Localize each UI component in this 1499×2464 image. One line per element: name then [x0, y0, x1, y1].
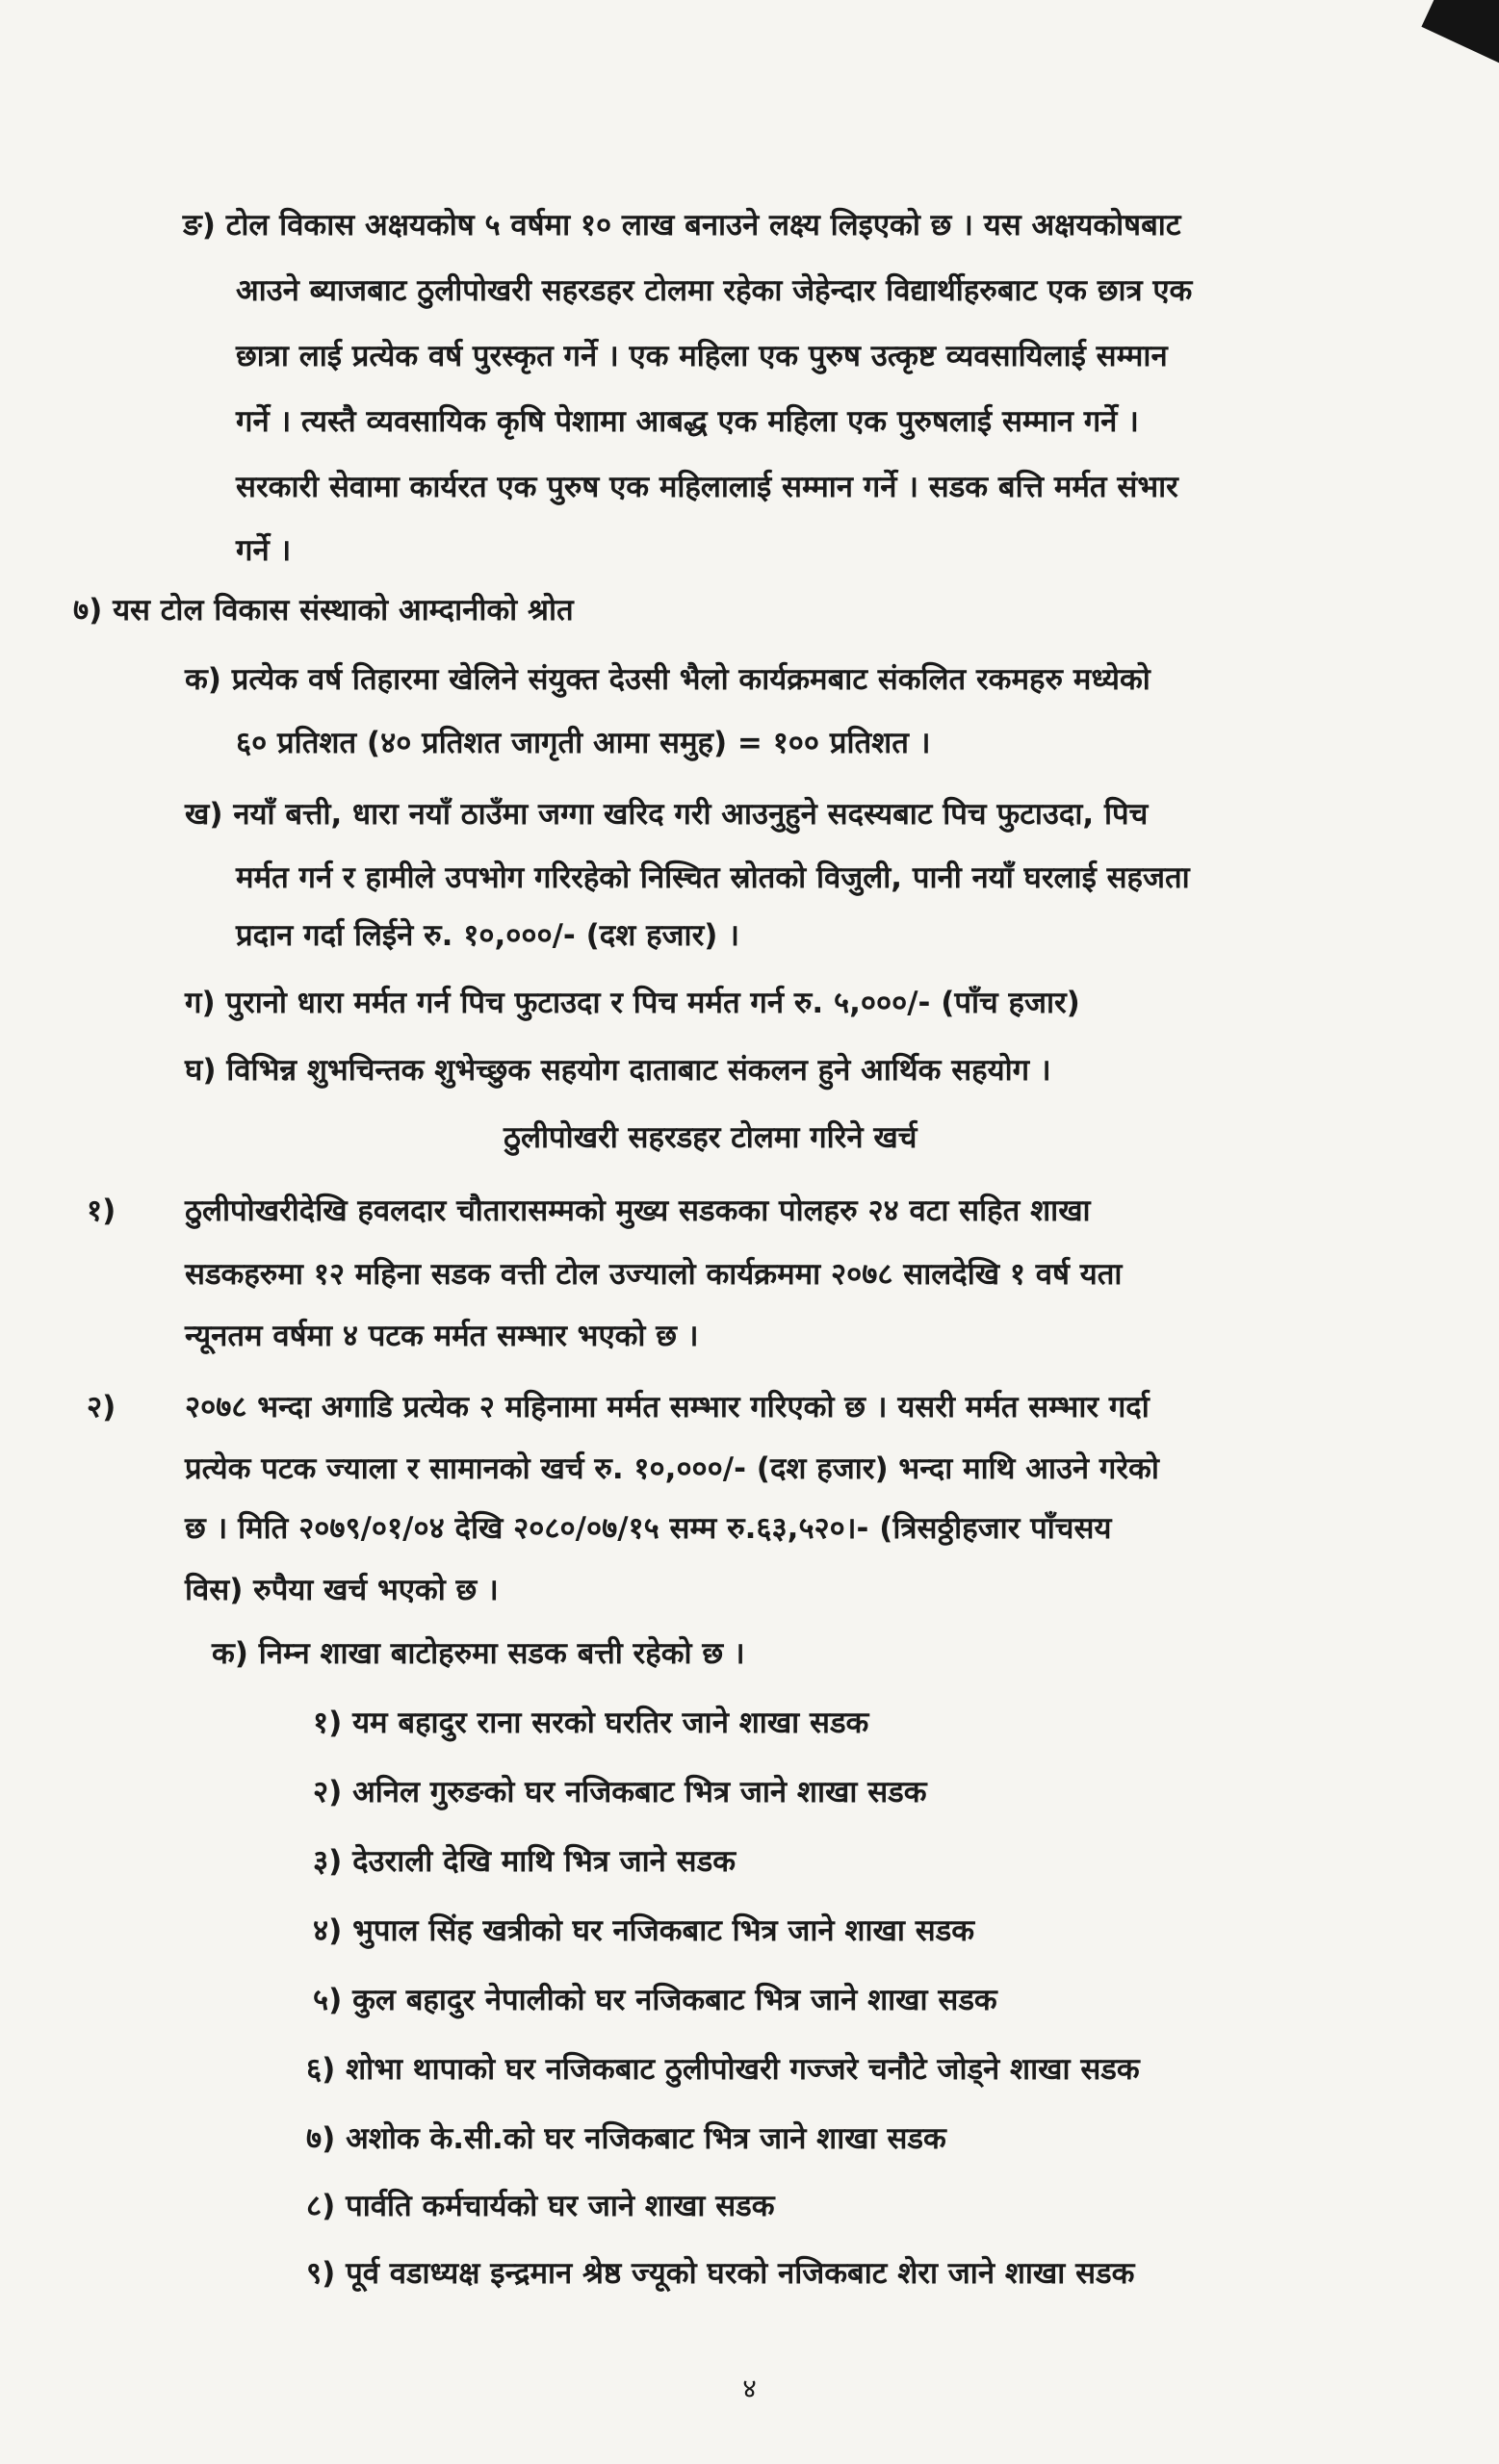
branch-road-7: ७) अशोक के.सी.को घर नजिकबाट भित्र जाने शाखा सडक [306, 2121, 946, 2156]
branch-road-2: २) अनिल गुरुङको घर नजिकबाट भित्र जाने शाखा सडक [313, 1775, 927, 1810]
expense-item-2-line-1: २०७८ भन्दा अगाडि प्रत्येक २ महिनामा मर्मत सम्भार गरिएको छ । यसरी मर्मत सम्भार गर्दा [185, 1390, 1150, 1424]
page-corner-shadow [1421, 0, 1499, 64]
expense-item-1-number: १) [87, 1194, 116, 1228]
section-7-heading: ७) यस टोल विकास संस्थाको आम्दानीको श्रोत [73, 593, 574, 628]
expense-item-2-line-2: प्रत्येक पटक ज्याला र सामानको खर्च रु. १०,०००/- (दश हजार) भन्दा माथि आउने गरेको [185, 1451, 1159, 1486]
para-nga-line-6: गर्ने । [236, 533, 292, 568]
para-nga-line-5: सरकारी सेवामा कार्यरत एक पुरुष एक महिलालाई सम्मान गर्ने । सडक बत्ति मर्मत संभार [236, 470, 1178, 504]
branch-road-8: ८) पार्वति कर्मचार्यको घर जाने शाखा सडक [306, 2189, 775, 2223]
expense-heading: ठुलीपोखरी सहरडहर टोलमा गरिने खर्च [504, 1120, 917, 1155]
para-nga-line-4: गर्ने । त्यस्तै व्यवसायिक कृषि पेशामा आबद्ध एक महिला एक पुरुषलाई सम्मान गर्ने । [236, 404, 1139, 439]
income-kha-line-3: प्रदान गर्दा लिईने रु. १०,०००/- (दश हजार) । [236, 918, 739, 953]
para-nga-line-1: ङ) टोल विकास अक्षयकोष ५ वर्षमा १० लाख बनाउने लक्ष्य लिइएको छ । यस अक्षयकोषबाट [183, 208, 1181, 243]
income-kha-line-1: ख) नयाँ बत्ती, धारा नयाँ ठाउँमा जग्गा खरिद गरी आउनुहुने सदस्यबाट पिच फुटाउदा, पिच [185, 797, 1149, 832]
income-ka-line-2: ६० प्रतिशत (४० प्रतिशत जागृती आमा समुह) = १०० प्रतिशत । [236, 726, 931, 760]
para-nga-line-3: छात्रा लाई प्रत्येक वर्ष पुरस्कृत गर्ने । एक महिला एक पुरुष उत्कृष्ट व्यवसायिलाई सम्मान [236, 339, 1168, 373]
expense-item-2-line-3: छ । मिति २०७९/०१/०४ देखि २०८०/०७/१५ सम्म रु.६३,५२०।- (त्रिसठ्ठीहजार पाँचसय [185, 1511, 1112, 1546]
expense-item-2-number: २) [87, 1390, 116, 1424]
expense-item-2-line-4: विस) रुपैया खर्च भएको छ । [185, 1573, 499, 1607]
branch-road-4: ४) भुपाल सिंह खत्रीको घर नजिकबाट भित्र जाने शाखा सडक [313, 1913, 975, 1948]
branch-road-5: ५) कुल बहादुर नेपालीको घर नजिकबाट भित्र जाने शाखा सडक [313, 1983, 997, 2017]
para-nga-line-2: आउने ब्याजबाट ठुलीपोखरी सहरडहर टोलमा रहेका जेहेन्दार विद्यार्थीहरुबाट एक छात्र एक [236, 273, 1193, 308]
expense-item-1-line-1: ठुलीपोखरीदेखि हवलदार चौतारासम्मको मुख्य सडकका पोलहरु २४ वटा सहित शाखा [185, 1194, 1091, 1228]
income-ga-line-1: ग) पुरानो धारा मर्मत गर्न पिच फुटाउदा र पिच मर्मत गर्न रु. ५,०००/- (पाँच हजार) [185, 986, 1080, 1020]
income-gha-line-1: घ) विभिन्न शुभचिन्तक शुभेच्छुक सहयोग दाताबाट संकलन हुने आर्थिक सहयोग । [185, 1053, 1051, 1088]
branch-road-1: १) यम बहादुर राना सरको घरतिर जाने शाखा सडक [313, 1706, 869, 1740]
page-number: ४ [742, 2373, 757, 2404]
branch-road-3: ३) देउराली देखि माथि भित्र जाने सडक [313, 1844, 737, 1879]
expense-item-1-line-2: सडकहरुमा १२ महिना सडक वत्ती टोल उज्यालो कार्यक्रममा २०७८ सालदेखि १ वर्ष यता [185, 1257, 1123, 1292]
branch-roads-intro: क) निम्न शाखा बाटोहरुमा सडक बत्ती रहेको छ । [212, 1636, 745, 1671]
branch-road-6: ६) शोभा थापाको घर नजिकबाट ठुलीपोखरी गज्जरे चनौटे जोड्ने शाखा सडक [306, 2052, 1140, 2087]
expense-item-1-line-3: न्यूनतम वर्षमा ४ पटक मर्मत सम्भार भएको छ । [185, 1319, 699, 1353]
income-kha-line-2: मर्मत गर्न र हामीले उपभोग गरिरहेको निस्चित स्रोतको विजुली, पानी नयाँ घरलाई सहजता [236, 860, 1190, 895]
branch-road-9: ९) पूर्व वडाध्यक्ष इन्द्रमान श्रेष्ठ ज्यूको घरको नजिकबाट शेरा जाने शाखा सडक [306, 2256, 1135, 2291]
income-ka-line-1: क) प्रत्येक वर्ष तिहारमा खेलिने संयुक्त देउसी भैलो कार्यक्रमबाट संकलित रकमहरु मध्येको [185, 662, 1150, 697]
